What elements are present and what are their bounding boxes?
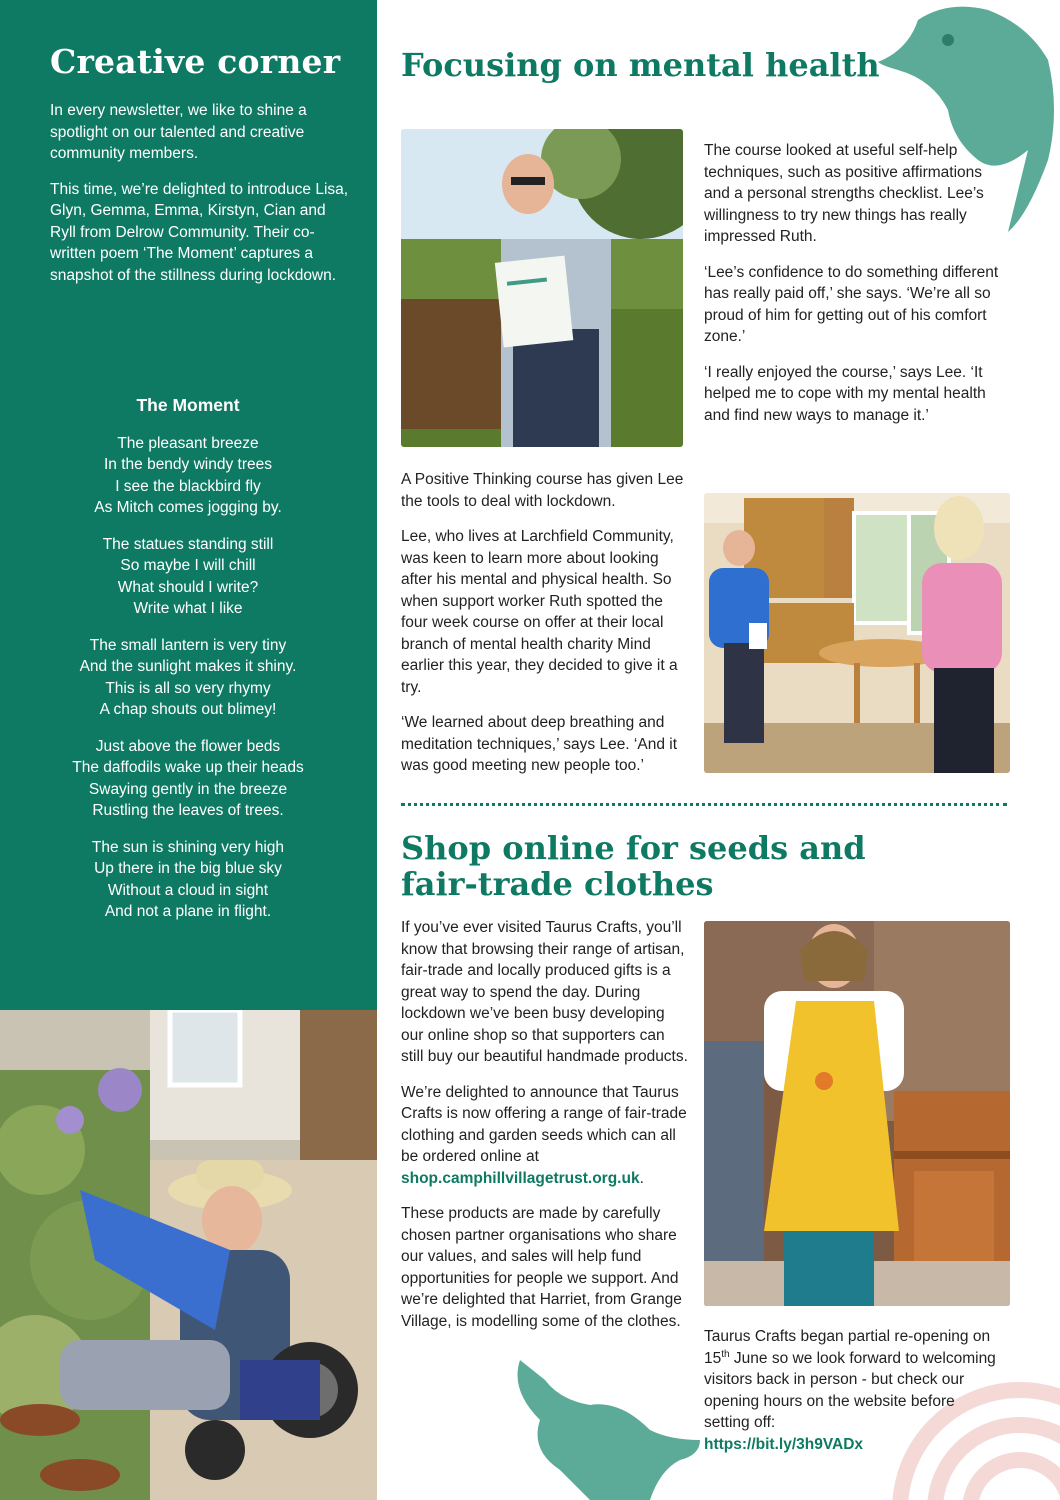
creative-corner-intro [50, 100, 350, 300]
poem-title: The Moment [136, 395, 240, 415]
section-divider [401, 803, 1007, 806]
poem-line: I see the blackbird fly [115, 477, 261, 495]
poem-line: This is all so very rhymy [105, 679, 271, 697]
paragraph-end: . [639, 1169, 644, 1187]
harriet-apron-photo [704, 921, 1010, 1306]
article-paragraph [401, 1082, 691, 1190]
shop-heading-line: fair-trade clothes [401, 865, 714, 903]
intro-paragraph: In every newsletter, we like to shine a spotlight on our talented and creative community members. [50, 102, 307, 162]
poem-line: Rustling the leaves of trees. [92, 802, 284, 819]
mental-health-right-column [704, 140, 1004, 440]
caption-text: June so we look forward to welcoming visitors back in person - but check our opening hours on the website before setting off: [704, 1349, 996, 1431]
poem [30, 395, 346, 938]
poem-stanza [30, 534, 346, 620]
wheelchair-reading-photo [0, 1010, 377, 1500]
kitchen-exercise-photo [704, 493, 1010, 773]
poem-stanza [30, 635, 346, 721]
article-paragraph: The course looked at useful self-help techniques, such as positive affirmations and a personal strengths checklist. Lee’s willingness to try new things has really impressed Ruth. [704, 142, 984, 245]
poem-line: So maybe I will chill [120, 557, 256, 574]
creative-corner-title: Creative corner [50, 42, 341, 81]
article-paragraph: Lee, who lives at Larchfield Community, was keen to learn more about looking after his mental and physical health. So when support worker Ruth spotted the four week course on offer at their local branch of mental health charity Mind earlier this year, they decided to give it a try. [401, 528, 678, 696]
lee-certificate-photo [401, 129, 683, 447]
poem-line: The daffodils wake up their heads [72, 759, 304, 776]
article-paragraph: ‘Lee’s confidence to do something different has really paid off,’ she says. ‘We’re all so proud of him for getting out of his comfort zone.’ [704, 263, 999, 345]
article-paragraph: ‘We learned about deep breathing and meditation techniques,’ says Lee. ‘And it was good meeting new people too.’ [401, 714, 678, 774]
shop-caption [704, 1326, 1004, 1455]
ordinal-suffix: th [721, 1348, 730, 1360]
mental-health-left-column [401, 469, 686, 791]
poem-line: Just above the flower beds [95, 737, 281, 755]
shop-left-column [401, 917, 691, 1346]
caption-paragraph [704, 1326, 1004, 1455]
poem-line: A chap shouts out blimey! [99, 701, 277, 718]
poem-line: The pleasant breeze [117, 434, 259, 452]
cow-illustration [500, 1360, 710, 1500]
shop-heading-line: Shop online for seeds and [401, 829, 866, 867]
poem-line: The statues standing still [102, 535, 274, 553]
poem-line: As Mitch comes jogging by. [94, 499, 282, 516]
article-paragraph: These products are made by carefully chosen partner organisations who share our values, and sales will help fund opportunities for people we support. And we’re delighted that Harriet, from Grange Village, is modelling some of the clothes. [401, 1205, 682, 1330]
poem-line: In the bendy windy trees [103, 456, 273, 473]
paragraph-text: We’re delighted to announce that Taurus Crafts is now offering a range of fair-trade clothing and garden seeds which can all be ordered online at [401, 1083, 687, 1165]
article-paragraph: ‘I really enjoyed the course,’ says Lee. ‘It helped me to cope with my mental health and find new ways to manage it.’ [704, 363, 986, 424]
mental-health-heading: Focusing on mental health [401, 46, 880, 84]
poem-line: The small lantern is very tiny [89, 636, 287, 654]
article-paragraph: A Positive Thinking course has given Lee the tools to deal with lockdown. [401, 471, 684, 510]
shop-heading [401, 830, 961, 902]
poem-line: What should I write? [117, 578, 259, 596]
poem-stanza [30, 837, 346, 923]
poem-stanza [30, 736, 346, 822]
poem-line: Up there in the big blue sky [94, 860, 282, 877]
poem-line: Swaying gently in the breeze [88, 780, 288, 798]
poem-line: Write what I like [133, 600, 243, 617]
poem-line: The sun is shining very high [91, 838, 285, 856]
poem-line: Without a cloud in sight [107, 881, 269, 899]
shop-url-link[interactable]: shop.camphillvillagetrust.org.uk [401, 1169, 640, 1187]
poem-line: And not a plane in flight. [104, 903, 272, 920]
poem-line: And the sunlight makes it shiny. [79, 658, 297, 675]
article-paragraph: If you’ve ever visited Taurus Crafts, you’ll know that browsing their range of artisan, fair-trade and locally produced gifts is a great way to spend the day. During lockdown we’ve been busy developing our online shop so that supporters can still buy our beautiful handmade products. [401, 919, 688, 1065]
creative-corner-panel [0, 0, 377, 1010]
poem-stanza [30, 433, 346, 519]
caption-text: Taurus Crafts began partial re-opening on 15 [704, 1328, 991, 1367]
opening-hours-link[interactable]: https://bit.ly/3h9VADx [704, 1435, 864, 1453]
intro-paragraph: This time, we’re delighted to introduce Lisa, Glyn, Gemma, Emma, Kirstyn, Cian and Ryll from Delrow Community. Their co-written poem ‘The Moment’ captures a snapshot of the stillness during lockdown. [50, 180, 349, 284]
